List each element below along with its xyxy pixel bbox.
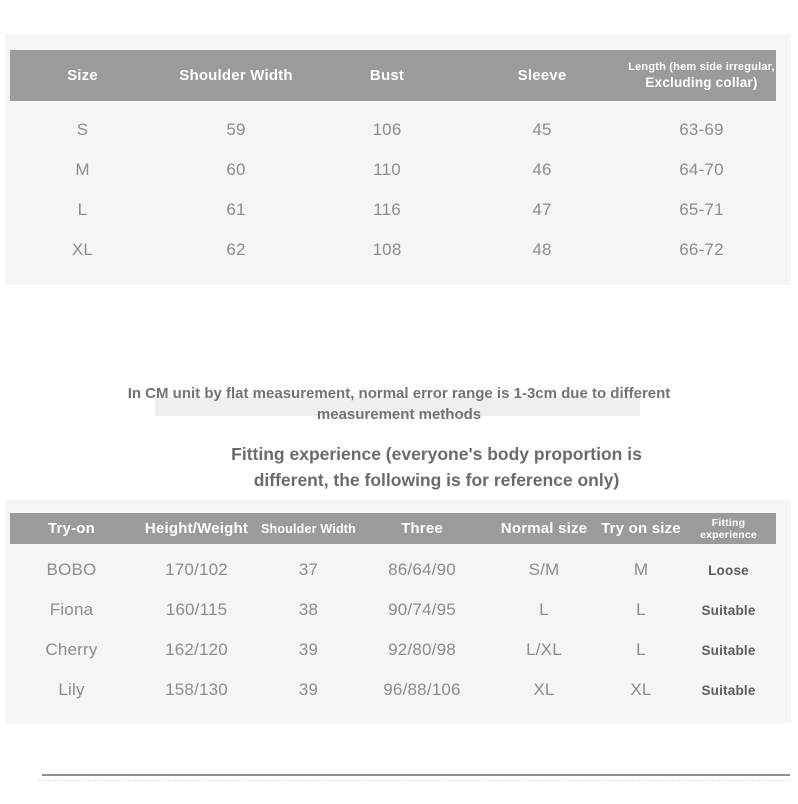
normal-size-cell: XL bbox=[533, 680, 555, 699]
table-row bbox=[10, 230, 776, 270]
tryon-header-three: Three bbox=[401, 520, 443, 537]
tryon-header-try-on-size: Try on size bbox=[601, 520, 681, 537]
tryon-chart-body bbox=[10, 550, 776, 710]
size-chart-header-length bbox=[627, 61, 776, 91]
tryon-header-fitting-experience bbox=[681, 517, 776, 541]
model-name-cell: BOBO bbox=[46, 560, 97, 579]
tryon-header-shoulder-width: Shoulder Width bbox=[260, 521, 357, 536]
table-row bbox=[10, 630, 776, 670]
divider-dashed-line bbox=[38, 780, 790, 781]
tryon-header-height-weight: Height/Weight bbox=[144, 520, 249, 537]
size-chart-card bbox=[5, 34, 791, 285]
normal-size-cell: S/M bbox=[528, 560, 560, 579]
table-row bbox=[10, 590, 776, 630]
divider-line bbox=[42, 774, 790, 776]
size-cell: S bbox=[76, 120, 89, 139]
sleeve-cell: 46 bbox=[532, 160, 552, 179]
fitting-experience-cell: Suitable bbox=[701, 602, 756, 618]
bust-cell: 116 bbox=[373, 200, 401, 219]
shoulder-cell: 61 bbox=[226, 200, 246, 219]
fitting-experience-cell: Suitable bbox=[701, 682, 756, 698]
table-row bbox=[10, 670, 776, 710]
length-cell: 63-69 bbox=[679, 120, 724, 139]
height-weight-cell: 158/130 bbox=[165, 680, 228, 699]
height-weight-cell: 162/120 bbox=[165, 640, 228, 659]
tryon-chart-card bbox=[5, 500, 791, 723]
try-on-size-cell: XL bbox=[630, 680, 652, 699]
length-cell: 66-72 bbox=[679, 240, 724, 259]
size-chart-header-row bbox=[10, 50, 776, 101]
shoulder-cell: 39 bbox=[298, 640, 319, 659]
sleeve-cell: 47 bbox=[532, 200, 552, 219]
fitting-experience-cell: Suitable bbox=[701, 642, 756, 658]
three-measurements-cell: 86/64/90 bbox=[388, 560, 456, 579]
three-measurements-cell: 90/74/95 bbox=[388, 600, 456, 619]
bust-cell: 108 bbox=[372, 240, 402, 259]
try-on-size-cell: L bbox=[636, 600, 646, 619]
table-row bbox=[10, 150, 776, 190]
table-row bbox=[10, 550, 776, 590]
bust-cell: 110 bbox=[373, 160, 401, 179]
fitting-experience-heading bbox=[75, 441, 798, 493]
size-chart-header-size: Size bbox=[67, 67, 98, 84]
measurement-note-line2: measurement methods bbox=[316, 406, 482, 423]
three-measurements-cell: 92/80/98 bbox=[388, 640, 456, 659]
model-name-cell: Fiona bbox=[49, 600, 94, 619]
bust-cell: 106 bbox=[372, 120, 402, 139]
measurement-note bbox=[9, 383, 789, 425]
model-name-cell: Lily bbox=[58, 680, 85, 699]
tryon-header-normal-size: Normal size bbox=[500, 520, 588, 537]
shoulder-cell: 60 bbox=[226, 160, 246, 179]
tryon-header-fitting-line2: experience bbox=[700, 528, 757, 541]
tryon-header-tryon: Try-on bbox=[47, 520, 96, 537]
table-row bbox=[10, 190, 776, 230]
shoulder-cell: 59 bbox=[226, 120, 246, 139]
normal-size-cell: L/XL bbox=[526, 640, 562, 659]
height-weight-cell: 160/115 bbox=[165, 600, 228, 619]
height-weight-cell: 170/102 bbox=[165, 560, 228, 579]
size-chart-header-length-line1: Length (hem side irregular, bbox=[628, 60, 775, 73]
size-chart-header-shoulder-width: Shoulder Width bbox=[179, 67, 293, 84]
size-cell: L bbox=[77, 200, 88, 219]
fitting-heading-line2: different, the following is for reference only) bbox=[253, 470, 620, 490]
length-cell: 64-70 bbox=[679, 160, 724, 179]
tryon-chart-header-row bbox=[10, 513, 776, 544]
length-cell: 65-71 bbox=[679, 200, 724, 219]
size-chart-body bbox=[10, 110, 776, 270]
try-on-size-cell: M bbox=[633, 560, 649, 579]
sleeve-cell: 45 bbox=[532, 120, 552, 139]
shoulder-cell: 37 bbox=[298, 560, 319, 579]
size-cell: XL bbox=[71, 240, 94, 259]
sleeve-cell: 48 bbox=[532, 240, 552, 259]
tryon-header-fitting-line1: Fitting bbox=[711, 516, 746, 529]
fitting-experience-cell: Loose bbox=[708, 562, 749, 578]
shoulder-cell: 38 bbox=[298, 600, 319, 619]
measurement-note-line1: In CM unit by flat measurement, normal error range is 1-3cm due to different bbox=[127, 385, 671, 402]
three-measurements-cell: 96/88/106 bbox=[383, 680, 461, 699]
try-on-size-cell: L bbox=[636, 640, 646, 659]
shoulder-cell: 39 bbox=[298, 680, 319, 699]
fitting-heading-line1: Fitting experience (everyone's body proportion is bbox=[231, 444, 642, 464]
shoulder-cell: 62 bbox=[226, 240, 246, 259]
size-chart-header-length-line2: Excluding collar) bbox=[645, 74, 758, 90]
table-row bbox=[10, 110, 776, 150]
size-chart-header-bust: Bust bbox=[369, 67, 405, 84]
size-chart-header-sleeve: Sleeve bbox=[517, 67, 567, 84]
size-cell: M bbox=[75, 160, 90, 179]
model-name-cell: Cherry bbox=[45, 640, 98, 659]
normal-size-cell: L bbox=[539, 600, 549, 619]
